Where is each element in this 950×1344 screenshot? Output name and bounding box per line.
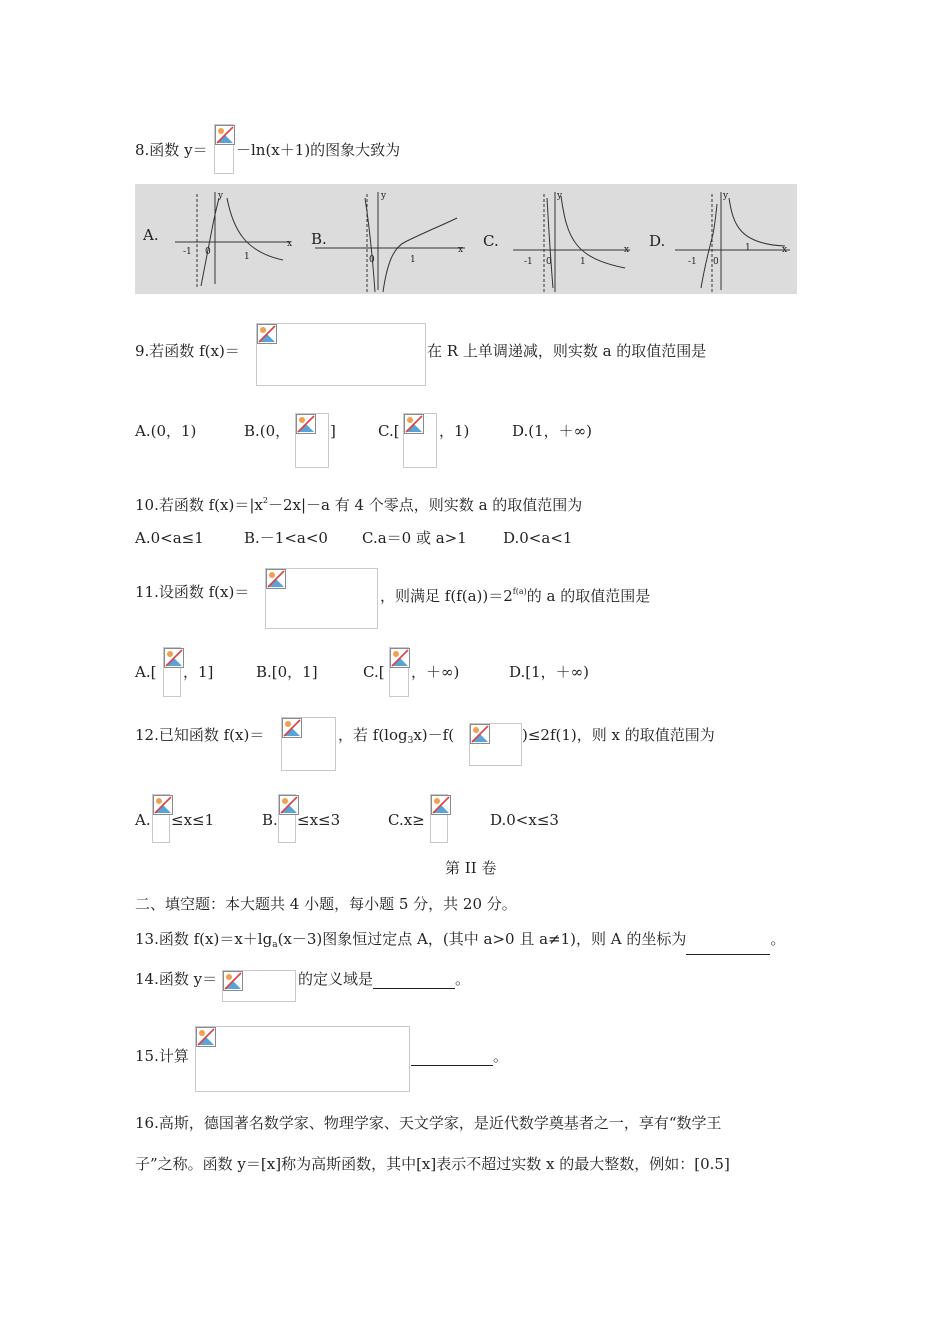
q12-option-a: A. [135,811,151,829]
q8-stem [135,140,208,160]
formula-image [430,794,448,843]
curve-d1 [701,204,717,288]
q13-stem [135,929,785,955]
broken-image-icon [196,1027,216,1047]
q13-log-base: a [272,940,278,950]
formula-image [256,323,426,386]
graph-d-y-label: y [723,191,729,201]
graph-c-one-label: 1 [580,257,586,267]
graph-b-x-label: x [458,245,464,255]
q14-post: 的定义域是 [298,970,374,988]
q12-option-d: D.0<x≤3 [490,811,559,829]
broken-image-icon [470,724,490,744]
q13-answer-blank[interactable] [686,938,770,955]
q10-stem [135,491,582,515]
broken-image-icon [404,414,424,434]
graph-a-origin-label: 0 [205,247,211,257]
section-title: 第 II 卷 [445,859,497,877]
q15-end: 。 [493,1047,509,1065]
q9-prefix: 9.若函数 f(x)＝ [135,342,240,360]
broken-image-icon [390,648,410,668]
q10-option-c: C.a＝0 或 a>1 [362,529,467,547]
broken-image-icon [257,324,277,344]
formula-image [403,413,437,468]
curve-a2 [227,198,283,260]
broken-image-icon [279,795,299,815]
q9-option-a: A.(0，1) [135,422,197,440]
fill-in-header: 二、填空题：本大题共 4 小题，每小题 5 分，共 20 分。 [135,895,517,913]
q11-mid-pre: ，则满足 f(f(a))＝2 [380,587,513,605]
q16-line1: 16.高斯，德国著名数学家、物理学家、天文学家，是近代数学奠基者之一，享有“数学王 [135,1114,722,1132]
q11-option-a-close: ，1] [183,663,214,681]
q9-option-c: C.[ [378,422,400,440]
q13-post: (x－3)图象恒过定点 A，(其中 a>0 且 a≠1)，则 A 的坐标为 [277,930,687,948]
broken-image-icon [431,795,451,815]
formula-image [389,647,409,697]
q11-option-c-close: ，＋∞) [411,663,460,681]
q15-tail [411,1046,508,1066]
q12-option-c: C.x≥ [388,811,425,829]
q12-option-b: B. [262,811,278,829]
graph-d-one-label: 1 [745,243,751,253]
q9-option-b-close: ] [330,422,336,440]
graph-c-neg1-label: -1 [524,257,533,267]
q12-stem-mid [338,725,454,751]
formula-image [469,723,522,766]
q11-mid-post: 的 a 的取值范围是 [526,587,651,605]
graph-b-y-label: y [381,191,387,201]
q12-mid-pre: ，若 f(log [338,726,408,744]
broken-image-icon [153,795,173,815]
q16-line2: 子”之称。函数 y＝[x]称为高斯函数，其中[x]表示不超过实数 x 的最大整数，例如：[0.5] [135,1155,730,1173]
q14-pre: 14.函数 y＝ [135,970,218,988]
formula-image [195,1026,410,1092]
graph-c-origin-label: 0 [546,257,552,267]
q10-stem-pre: 10.若函数 f(x)＝|x [135,496,263,514]
q9-option-d: D.(1，＋∞) [512,422,593,440]
curve-d2 [729,198,785,246]
formula-image [222,970,296,1002]
graph-a-one-label: 1 [244,252,250,262]
q8-prefix: 8.函数 y＝ [135,141,208,159]
graph-d-x-label: x [782,245,788,255]
q10-option-d: D.0<a<1 [503,529,573,547]
q14-end: 。 [455,970,471,988]
q11-option-a: A.[ [135,663,157,681]
broken-image-icon [282,718,302,738]
formula-image [281,717,336,771]
q11-exponent: f(a) [512,587,527,596]
graph-a-y-label: y [218,191,224,201]
q12-option-b-tail: ≤x≤3 [297,811,341,829]
option-d-label: D. [649,232,666,250]
q8-suffix: －ln(x＋1)的图象大致为 [236,141,401,159]
q11-option-c: C.[ [363,663,385,681]
q15-answer-blank[interactable] [411,1049,493,1066]
graph-a-x-label: x [287,239,293,249]
q8-graph-options [135,184,797,294]
q10-stem-post: －2x|－a 有 4 个零点，则实数 a 的取值范围为 [267,496,583,514]
formula-image [265,568,378,629]
graph-b-origin-label: 0 [369,255,375,265]
q15-pre: 15.计算 [135,1047,189,1065]
broken-image-icon [164,648,184,668]
q10-option-b: B.－1<a<0 [244,529,328,547]
broken-image-icon [215,125,235,145]
q11-option-b: B.[0，1] [256,663,318,681]
graph-b-one-label: 1 [410,255,416,265]
q12-suffix: )≤2f(1)，则 x 的取值范围为 [522,726,715,744]
q12-option-a-tail: ≤x≤1 [171,811,215,829]
formula-image [163,647,181,697]
q14-tail [298,969,470,989]
graph-c-x-label: x [624,245,630,255]
option-b-label: B. [311,230,327,248]
formula-image [152,794,170,843]
q9-option-b: B.(0， [244,422,291,440]
q14-answer-blank[interactable] [373,972,455,989]
option-a-label: A. [143,226,159,244]
curve-c2 [561,196,625,268]
formula-image [278,794,296,843]
option-c-label: C. [483,232,499,250]
q9-option-c-close: ，1) [439,422,470,440]
q11-option-d: D.[1，＋∞) [509,663,590,681]
q12-mid-post: x)－f( [413,726,455,744]
graph-a-neg1-label: -1 [183,247,192,257]
broken-image-icon [266,569,286,589]
q10-option-a: A.0<a≤1 [135,529,204,547]
q11-prefix: 11.设函数 f(x)＝ [135,583,250,601]
graph-d-origin-label: 0 [713,257,719,267]
graph-d-neg1-label: -1 [688,257,697,267]
graph-c-y-label: y [557,191,563,201]
q9-suffix: 在 R 上单调递减，则实数 a 的取值范围是 [427,342,707,360]
formula-image [295,413,329,468]
curve-c1 [547,198,553,288]
q11-stem-mid [380,582,650,606]
q13-end: 。 [770,930,786,948]
broken-image-icon [223,971,243,991]
formula-image [214,124,234,174]
curve-b2 [383,218,457,292]
q13-pre: 13.函数 f(x)＝x＋lg [135,930,273,948]
q10-exponent: 2 [262,496,268,505]
broken-image-icon [296,414,316,434]
q12-prefix: 12.已知函数 f(x)＝ [135,726,265,744]
q12-log-base: 3 [407,736,414,746]
